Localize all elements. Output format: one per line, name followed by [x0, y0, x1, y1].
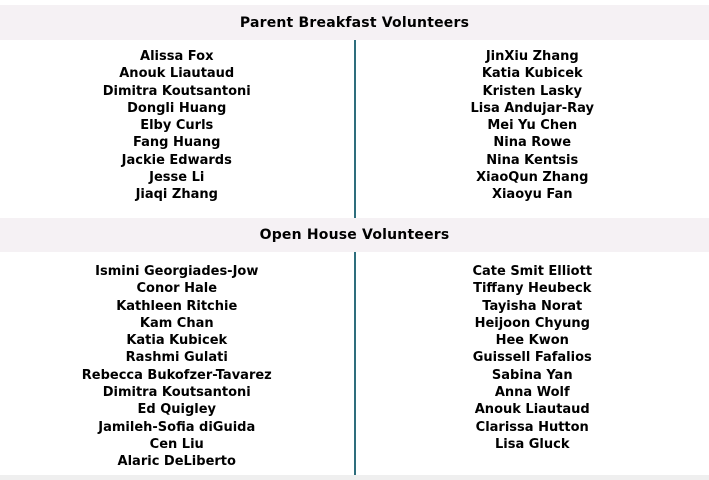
- volunteer-name: Clarissa Hutton: [475, 419, 589, 435]
- volunteer-name: Katia Kubicek: [481, 66, 583, 82]
- volunteer-name: Jiaqi Zhang: [135, 187, 218, 203]
- volunteer-name: Jesse Li: [149, 170, 205, 186]
- volunteer-name: XiaoQun Zhang: [476, 170, 589, 186]
- volunteer-name: Lisa Gluck: [494, 436, 570, 452]
- volunteer-name: Xiaoyu Fan: [491, 187, 573, 203]
- bottom-edge-strip: [0, 475, 709, 480]
- volunteer-name: Alissa Fox: [140, 49, 214, 64]
- volunteer-name: Kam Chan: [139, 315, 214, 331]
- volunteer-name: Anouk Liautaud: [474, 402, 590, 418]
- volunteer-name: Ed Quigley: [137, 402, 217, 418]
- volunteer-name: Rebecca Bukofzer-Tavarez: [81, 367, 272, 383]
- volunteer-name: Guissell Fafalios: [472, 350, 592, 366]
- volunteer-name: Dimitra Koutsantoni: [102, 385, 251, 401]
- volunteer-name: Tiffany Heubeck: [473, 281, 592, 297]
- open-house-left-column: [0, 252, 356, 475]
- volunteer-name: Kristen Lasky: [482, 83, 582, 99]
- volunteer-name: Cen Liu: [149, 436, 204, 452]
- volunteer-name: JinXiu Zhang: [485, 49, 579, 64]
- parent-breakfast-left-column: [0, 40, 356, 218]
- open-house-right-column: [356, 252, 709, 475]
- volunteer-name: Hee Kwon: [495, 333, 569, 349]
- volunteer-name: Heijoon Chyung: [474, 315, 590, 331]
- parent-breakfast-right-column: [356, 40, 709, 218]
- volunteer-name: Katia Kubicek: [126, 333, 228, 349]
- volunteer-name: Mei Yu Chen: [487, 118, 578, 134]
- volunteer-name: Dimitra Koutsantoni: [102, 83, 251, 99]
- volunteer-name: Kathleen Ritchie: [116, 298, 238, 314]
- parent-breakfast-section-title: Parent Breakfast Volunteers: [239, 14, 470, 31]
- volunteer-name: Tayisha Norat: [482, 298, 583, 314]
- volunteer-name: Anouk Liautaud: [119, 66, 235, 82]
- open-house-section-title: Open House Volunteers: [259, 227, 450, 243]
- volunteer-name: Jamileh-Sofia diGuida: [98, 419, 256, 435]
- volunteer-name: Cate Smit Elliott: [472, 264, 593, 279]
- volunteer-name: Nina Kentsis: [486, 152, 579, 168]
- volunteer-name: Ismini Georgiades-Jow: [95, 264, 259, 279]
- volunteer-name: Elby Curls: [140, 118, 214, 134]
- open-house-columns: [0, 252, 709, 475]
- volunteer-name: Alaric DeLiberto: [117, 454, 236, 470]
- open-house-header-band: [0, 218, 709, 252]
- volunteer-name: Anna Wolf: [494, 385, 570, 401]
- volunteer-name: Conor Hale: [136, 281, 218, 297]
- parent-breakfast-header-band: [0, 5, 709, 40]
- volunteer-name: Fang Huang: [133, 135, 221, 151]
- volunteer-name: Rashmi Gulati: [125, 350, 228, 366]
- volunteer-name: Nina Rowe: [493, 135, 572, 151]
- parent-breakfast-columns: [0, 40, 709, 218]
- volunteer-name: Jackie Edwards: [121, 152, 232, 168]
- volunteer-name: Sabina Yan: [491, 367, 573, 383]
- volunteer-name: Dongli Huang: [127, 100, 227, 116]
- volunteer-name: Lisa Andujar-Ray: [470, 100, 595, 116]
